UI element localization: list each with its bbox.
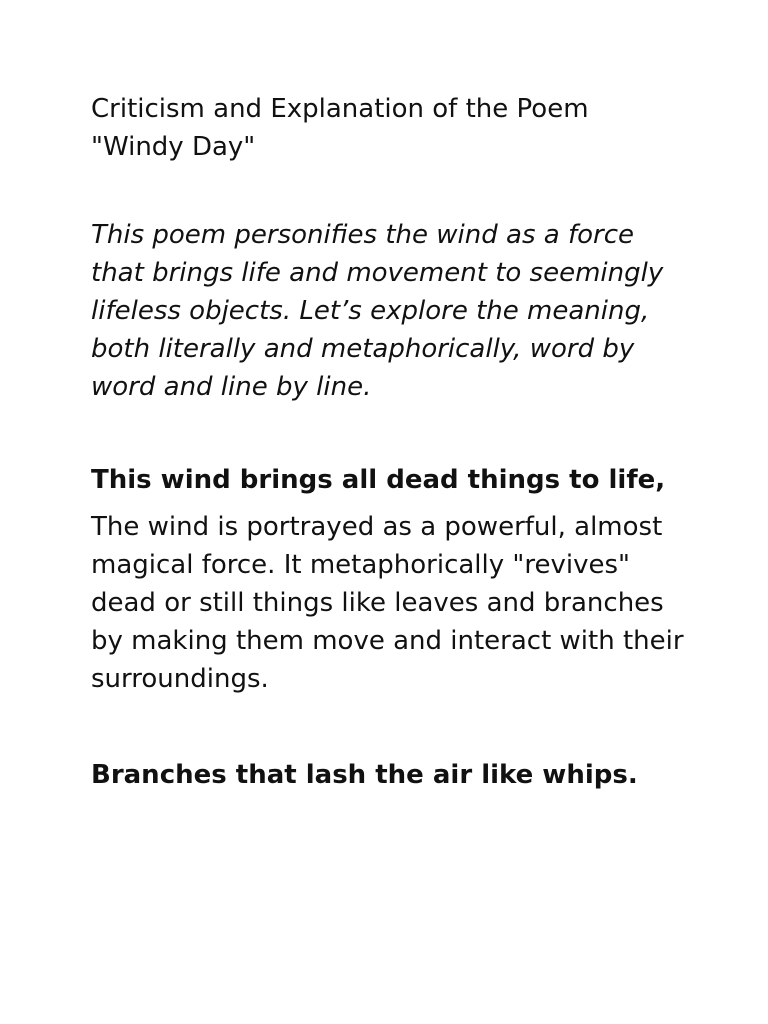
- document-title-line-1: Criticism and Explanation of the Poem: [91, 94, 589, 124]
- section-heading-1: This wind brings all dead things to life,: [91, 465, 666, 495]
- document-page: [91, 90, 691, 794]
- document-title-line-2: "Windy Day": [91, 132, 256, 162]
- section-body-1: The wind is portrayed as a powerful, almost magical force. It metaphorically "revives" dead or still things like leaves and branches by making them move and interact with their surroundings.: [91, 512, 684, 694]
- intro-paragraph: This poem personifies the wind as a force that brings life and movement to seemingly lifeless objects. Let’s explore the meaning, both literally and metaphorically, word by word and line by line.: [91, 220, 664, 402]
- document-title: [91, 90, 691, 166]
- section-heading-2: Branches that lash the air like whips.: [91, 760, 638, 790]
